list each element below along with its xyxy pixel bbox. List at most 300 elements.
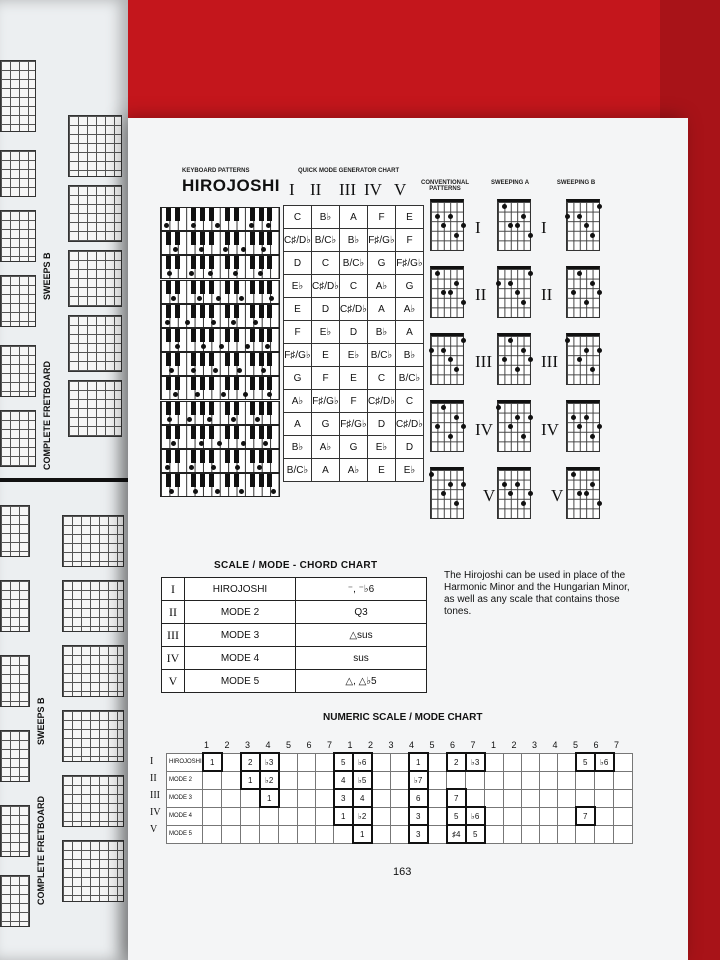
table-row xyxy=(167,825,633,843)
roman-label: III xyxy=(150,790,160,801)
degree-cell xyxy=(557,753,576,771)
mode-cell: B/C♭ xyxy=(312,229,340,252)
fretboard-diagram xyxy=(430,467,464,519)
fretboard-diagram xyxy=(430,266,464,318)
left-label: COMPLETE FRETBOARD xyxy=(36,796,46,905)
degree-cell xyxy=(428,771,447,789)
fretboard-diagram xyxy=(62,515,124,567)
degree-cell xyxy=(557,825,576,843)
chord-cell: ⁻, ⁻♭6 xyxy=(296,578,427,601)
keyboard-diagram xyxy=(160,328,280,352)
mode-cell: E♭ xyxy=(396,459,424,482)
table-row xyxy=(284,321,424,344)
degree-cell xyxy=(297,753,315,771)
mode-name-cell: HIROJOSHI xyxy=(185,578,296,601)
degree-label: 1 xyxy=(491,740,497,750)
quick-mode-header: QUICK MODE GENERATOR CHART xyxy=(298,168,400,174)
mode-cell: A xyxy=(284,413,312,436)
mode-cell: A♭ xyxy=(284,390,312,413)
degree-cell: ♭5 xyxy=(353,771,372,789)
roman-label: II xyxy=(541,285,553,304)
degree-label: 4 xyxy=(265,740,271,750)
degree-cell: ♭2 xyxy=(260,771,279,789)
degree-cell xyxy=(222,789,241,807)
fretboard-diagram xyxy=(0,505,30,557)
roman-cell: IV xyxy=(162,647,185,670)
degree-cell: 1 xyxy=(353,825,372,843)
degree-cell xyxy=(372,807,391,825)
mode-cell: D xyxy=(396,436,424,459)
degree-cell xyxy=(315,789,334,807)
mode-cell: A xyxy=(340,206,368,229)
mode-cell: C xyxy=(368,367,396,390)
roman-label: I xyxy=(150,756,154,767)
degree-cell xyxy=(241,789,260,807)
degree-cell: ♭6 xyxy=(466,807,485,825)
keyboard-diagram xyxy=(160,376,280,400)
degree-cell xyxy=(428,807,447,825)
mode-cell: E♭ xyxy=(284,275,312,298)
mode-cell: D xyxy=(312,298,340,321)
mode-cell: F xyxy=(340,390,368,413)
table-row xyxy=(284,459,424,482)
degree-cell: ♭6 xyxy=(595,753,614,771)
left-label: SWEEPS B xyxy=(36,697,46,745)
degree-cell xyxy=(576,825,595,843)
degree-label: 1 xyxy=(347,740,353,750)
fretboard-diagram xyxy=(0,410,36,467)
keyboard-diagram xyxy=(160,449,280,473)
degree-cell xyxy=(485,789,504,807)
keyboard-diagram xyxy=(160,280,280,304)
degree-label: 6 xyxy=(593,740,599,750)
degree-cell: 2 xyxy=(447,753,466,771)
table-row xyxy=(284,436,424,459)
mode-cell: E♭ xyxy=(340,344,368,367)
degree-label: 4 xyxy=(409,740,415,750)
roman-heading: V xyxy=(394,180,407,199)
mode-cell: B♭ xyxy=(340,229,368,252)
degree-cell xyxy=(521,753,539,771)
table-row xyxy=(162,624,427,647)
fretboard-diagram xyxy=(0,580,30,632)
mode-cell: C♯/D♭ xyxy=(284,229,312,252)
mode-cell: B/C♭ xyxy=(340,252,368,275)
degree-cell xyxy=(557,807,576,825)
table-row xyxy=(162,601,427,624)
fretboard-diagram xyxy=(0,655,30,707)
mode-cell: E xyxy=(396,206,424,229)
mode-cell: B♭ xyxy=(284,436,312,459)
fretboard-diagram xyxy=(0,150,36,197)
fretboard-diagram xyxy=(68,250,122,307)
mode-cell: D xyxy=(368,413,396,436)
degree-cell xyxy=(297,771,315,789)
mode-cell: F♯/G♭ xyxy=(284,344,312,367)
degree-cell xyxy=(485,807,504,825)
roman-label: V xyxy=(150,824,158,835)
chord-cell: △, △♭5 xyxy=(296,670,427,693)
degree-cell xyxy=(485,753,504,771)
degree-cell: 1 xyxy=(334,807,353,825)
table-row xyxy=(284,344,424,367)
mode-cell: C xyxy=(284,206,312,229)
degree-cell xyxy=(466,789,485,807)
degree-cell xyxy=(203,825,222,843)
degree-cell: ♯4 xyxy=(447,825,466,843)
fretboard-diagram xyxy=(566,199,600,251)
fretboard-diagram xyxy=(0,345,36,397)
degree-label: 6 xyxy=(306,740,312,750)
mode-cell: F xyxy=(396,229,424,252)
degree-cell: 7 xyxy=(447,789,466,807)
table-row xyxy=(284,367,424,390)
degree-label: 4 xyxy=(552,740,558,750)
degree-cell xyxy=(595,825,614,843)
mode-label-cell: HIROJOSHI xyxy=(167,753,203,771)
mode-cell: C♯/D♭ xyxy=(396,413,424,436)
roman-label: V xyxy=(483,486,496,505)
degree-label: 3 xyxy=(532,740,538,750)
degree-cell xyxy=(539,825,557,843)
mode-cell: A xyxy=(396,321,424,344)
degree-cell xyxy=(334,825,353,843)
mode-cell: A♭ xyxy=(340,459,368,482)
fretboard-diagram xyxy=(430,400,464,452)
degree-cell xyxy=(503,807,521,825)
degree-cell xyxy=(521,789,539,807)
mode-cell: A xyxy=(368,298,396,321)
degree-label: 2 xyxy=(224,740,230,750)
degree-cell: 1 xyxy=(260,789,279,807)
degree-cell xyxy=(521,771,539,789)
mode-cell: E♭ xyxy=(368,436,396,459)
degree-cell xyxy=(279,753,298,771)
degree-cell: 4 xyxy=(353,789,372,807)
degree-cell xyxy=(390,789,409,807)
degree-cell: 5 xyxy=(466,825,485,843)
degree-cell xyxy=(428,789,447,807)
roman-cell: I xyxy=(162,578,185,601)
degree-cell xyxy=(614,789,633,807)
degree-cell xyxy=(390,753,409,771)
table-row xyxy=(162,670,427,693)
degree-cell xyxy=(539,753,557,771)
conventional-header: CONVENTIONAL PATTERNS xyxy=(421,180,469,192)
degree-cell xyxy=(485,825,504,843)
degree-cell: 5 xyxy=(447,807,466,825)
mode-cell: F xyxy=(284,321,312,344)
degree-cell: 3 xyxy=(409,825,428,843)
keyboard-header: KEYBOARD PATTERNS xyxy=(182,168,250,174)
degree-cell xyxy=(297,807,315,825)
degree-cell xyxy=(203,789,222,807)
roman-label: I xyxy=(475,218,481,237)
degree-cell: 3 xyxy=(334,789,353,807)
table-row xyxy=(284,275,424,298)
degree-cell xyxy=(315,825,334,843)
table-row xyxy=(167,789,633,807)
degree-cell xyxy=(503,771,521,789)
degree-cell: ♭7 xyxy=(409,771,428,789)
hirojoshi-note: The Hirojoshi can be used in place of the Harmonic Minor and the Hungarian Minor, as well as any scale that contains those tones. xyxy=(444,570,630,617)
degree-cell xyxy=(372,789,391,807)
keyboard-diagram xyxy=(160,255,280,279)
page-divider xyxy=(0,478,128,482)
mode-name-cell: MODE 5 xyxy=(185,670,296,693)
mode-cell: C♯/D♭ xyxy=(368,390,396,413)
chord-cell: △sus xyxy=(296,624,427,647)
mode-cell: C xyxy=(340,275,368,298)
roman-cell: III xyxy=(162,624,185,647)
degree-cell xyxy=(576,771,595,789)
degree-cell xyxy=(485,771,504,789)
fretboard-diagram xyxy=(430,333,464,385)
mode-name-cell: MODE 2 xyxy=(185,601,296,624)
fretboard-diagram xyxy=(0,875,30,927)
table-row xyxy=(284,390,424,413)
degree-cell xyxy=(614,807,633,825)
keyboard-diagram xyxy=(160,231,280,255)
mode-cell: E xyxy=(368,459,396,482)
degree-cell xyxy=(576,789,595,807)
table-row xyxy=(284,413,424,436)
degree-cell xyxy=(614,771,633,789)
mode-cell: B♭ xyxy=(312,206,340,229)
fretboard-diagram xyxy=(497,266,531,318)
mode-label-cell: MODE 4 xyxy=(167,807,203,825)
mode-cell: E xyxy=(284,298,312,321)
left-page xyxy=(0,0,128,960)
degree-cell xyxy=(390,825,409,843)
mode-cell: E xyxy=(340,367,368,390)
degree-label: 3 xyxy=(245,740,251,750)
keyboard-diagram xyxy=(160,401,280,425)
roman-heading: IV xyxy=(364,180,382,199)
degree-cell xyxy=(372,753,391,771)
chord-cell: Q3 xyxy=(296,601,427,624)
degree-cell xyxy=(260,807,279,825)
mode-label-cell: MODE 3 xyxy=(167,789,203,807)
mode-name-cell: MODE 4 xyxy=(185,647,296,670)
mode-cell: A xyxy=(312,459,340,482)
roman-heading: I xyxy=(289,180,295,199)
mode-cell: C xyxy=(396,390,424,413)
chord-cell: sus xyxy=(296,647,427,670)
table-row xyxy=(284,206,424,229)
degree-label: 7 xyxy=(327,740,333,750)
fretboard-diagram xyxy=(497,333,531,385)
keyboard-diagram xyxy=(160,352,280,376)
mode-cell: F xyxy=(368,206,396,229)
degree-cell xyxy=(297,789,315,807)
fretboard-diagram xyxy=(62,840,124,902)
table-row xyxy=(162,578,427,601)
table-row xyxy=(284,252,424,275)
degree-label: 7 xyxy=(470,740,476,750)
left-label: SWEEPS B xyxy=(42,252,52,300)
degree-cell xyxy=(503,753,521,771)
degree-cell xyxy=(595,771,614,789)
degree-cell xyxy=(539,789,557,807)
degree-cell xyxy=(503,825,521,843)
sweeping-b-header: SWEEPING B xyxy=(556,180,596,186)
table-row xyxy=(167,807,633,825)
mode-cell: F♯/G♭ xyxy=(368,229,396,252)
fretboard-diagram xyxy=(430,199,464,251)
roman-label: IV xyxy=(541,420,559,439)
roman-label: II xyxy=(475,285,487,304)
degree-cell: ♭3 xyxy=(466,753,485,771)
fretboard-diagram xyxy=(62,710,124,762)
mode-cell: F♯/G♭ xyxy=(396,252,424,275)
mode-cell: G xyxy=(396,275,424,298)
mode-cell: B/C♭ xyxy=(368,344,396,367)
table-row xyxy=(162,647,427,670)
degree-cell xyxy=(503,789,521,807)
degree-cell xyxy=(279,807,298,825)
degree-cell xyxy=(315,807,334,825)
degree-cell xyxy=(222,771,241,789)
numeric-chart-title: NUMERIC SCALE / MODE CHART xyxy=(323,712,483,723)
mode-cell: B♭ xyxy=(396,344,424,367)
mode-cell: A♭ xyxy=(368,275,396,298)
degree-cell xyxy=(279,771,298,789)
fretboard-diagram xyxy=(566,333,600,385)
degree-cell xyxy=(557,771,576,789)
chord-chart-table xyxy=(161,577,427,693)
fretboard-diagram xyxy=(497,199,531,251)
mode-cell: C♯/D♭ xyxy=(340,298,368,321)
fretboard-diagram xyxy=(0,275,36,327)
degree-cell xyxy=(315,753,334,771)
roman-label: III xyxy=(475,352,492,371)
roman-heading: II xyxy=(310,180,322,199)
numeric-chart-table xyxy=(166,752,633,844)
degree-cell xyxy=(428,825,447,843)
degree-label: 5 xyxy=(286,740,292,750)
fretboard-diagram xyxy=(68,380,122,437)
degree-cell xyxy=(315,771,334,789)
degree-cell xyxy=(241,825,260,843)
chord-chart-title: SCALE / MODE - CHORD CHART xyxy=(214,560,378,571)
roman-label: IV xyxy=(150,807,161,818)
degree-cell: 5 xyxy=(576,753,595,771)
sweeping-a-header: SWEEPING A xyxy=(490,180,530,186)
table-row xyxy=(284,298,424,321)
fretboard-diagram xyxy=(68,315,122,372)
degree-cell xyxy=(222,825,241,843)
degree-cell: 5 xyxy=(334,753,353,771)
degree-cell xyxy=(372,825,391,843)
degree-cell xyxy=(557,789,576,807)
degree-cell xyxy=(222,753,241,771)
mode-cell: C xyxy=(312,252,340,275)
left-label: COMPLETE FRETBOARD xyxy=(42,361,52,470)
degree-cell xyxy=(260,825,279,843)
degree-cell: ♭6 xyxy=(353,753,372,771)
page-number: 163 xyxy=(393,866,412,878)
mode-cell: D xyxy=(340,321,368,344)
degree-label: 2 xyxy=(511,740,517,750)
degree-cell: 2 xyxy=(241,753,260,771)
fretboard-diagram xyxy=(0,60,36,132)
mode-cell: D xyxy=(284,252,312,275)
table-row xyxy=(284,229,424,252)
mode-cell: F♯/G♭ xyxy=(312,390,340,413)
degree-cell xyxy=(390,807,409,825)
mode-cell: E xyxy=(312,344,340,367)
mode-cell: B/C♭ xyxy=(396,367,424,390)
degree-cell xyxy=(203,771,222,789)
degree-cell xyxy=(428,753,447,771)
mode-cell: G xyxy=(368,252,396,275)
fretboard-diagram xyxy=(62,645,124,697)
table-row xyxy=(167,753,633,771)
fretboard-diagram xyxy=(566,400,600,452)
fretboard-diagram xyxy=(68,185,122,242)
degree-cell: 4 xyxy=(334,771,353,789)
roman-label: I xyxy=(541,218,547,237)
fretboard-diagram xyxy=(0,730,30,782)
roman-label: III xyxy=(541,352,558,371)
degree-cell xyxy=(241,807,260,825)
roman-cell: II xyxy=(162,601,185,624)
quick-mode-table xyxy=(283,205,424,482)
degree-cell xyxy=(521,825,539,843)
degree-cell xyxy=(614,825,633,843)
keyboard-diagram xyxy=(160,207,280,231)
degree-cell: 1 xyxy=(203,753,222,771)
fretboard-diagram xyxy=(62,775,124,827)
degree-cell xyxy=(447,771,466,789)
degree-cell xyxy=(203,807,222,825)
degree-cell xyxy=(372,771,391,789)
fretboard-diagram xyxy=(566,467,600,519)
degree-label: 3 xyxy=(388,740,394,750)
mode-cell: F xyxy=(312,367,340,390)
degree-cell xyxy=(614,753,633,771)
degree-label: 2 xyxy=(368,740,374,750)
mode-label-cell: MODE 5 xyxy=(167,825,203,843)
degree-cell xyxy=(466,771,485,789)
roman-label: IV xyxy=(475,420,493,439)
degree-cell xyxy=(390,771,409,789)
degree-cell xyxy=(297,825,315,843)
mode-cell: E♭ xyxy=(312,321,340,344)
mode-cell: A♭ xyxy=(312,436,340,459)
degree-cell xyxy=(279,825,298,843)
keyboard-diagram xyxy=(160,304,280,328)
degree-cell xyxy=(595,789,614,807)
degree-cell: 7 xyxy=(576,807,595,825)
degree-cell xyxy=(521,807,539,825)
degree-label: 5 xyxy=(429,740,435,750)
fretboard-diagram xyxy=(0,805,30,857)
degree-cell: ♭3 xyxy=(260,753,279,771)
fretboard-diagram xyxy=(68,115,122,177)
degree-label: 6 xyxy=(450,740,456,750)
mode-cell: F♯/G♭ xyxy=(340,413,368,436)
mode-cell: G xyxy=(312,413,340,436)
mode-cell: G xyxy=(284,367,312,390)
degree-label: 7 xyxy=(614,740,620,750)
degree-cell xyxy=(539,771,557,789)
fretboard-diagram xyxy=(497,467,531,519)
mode-cell: B♭ xyxy=(368,321,396,344)
degree-label: 1 xyxy=(204,740,210,750)
degree-cell: 1 xyxy=(409,753,428,771)
